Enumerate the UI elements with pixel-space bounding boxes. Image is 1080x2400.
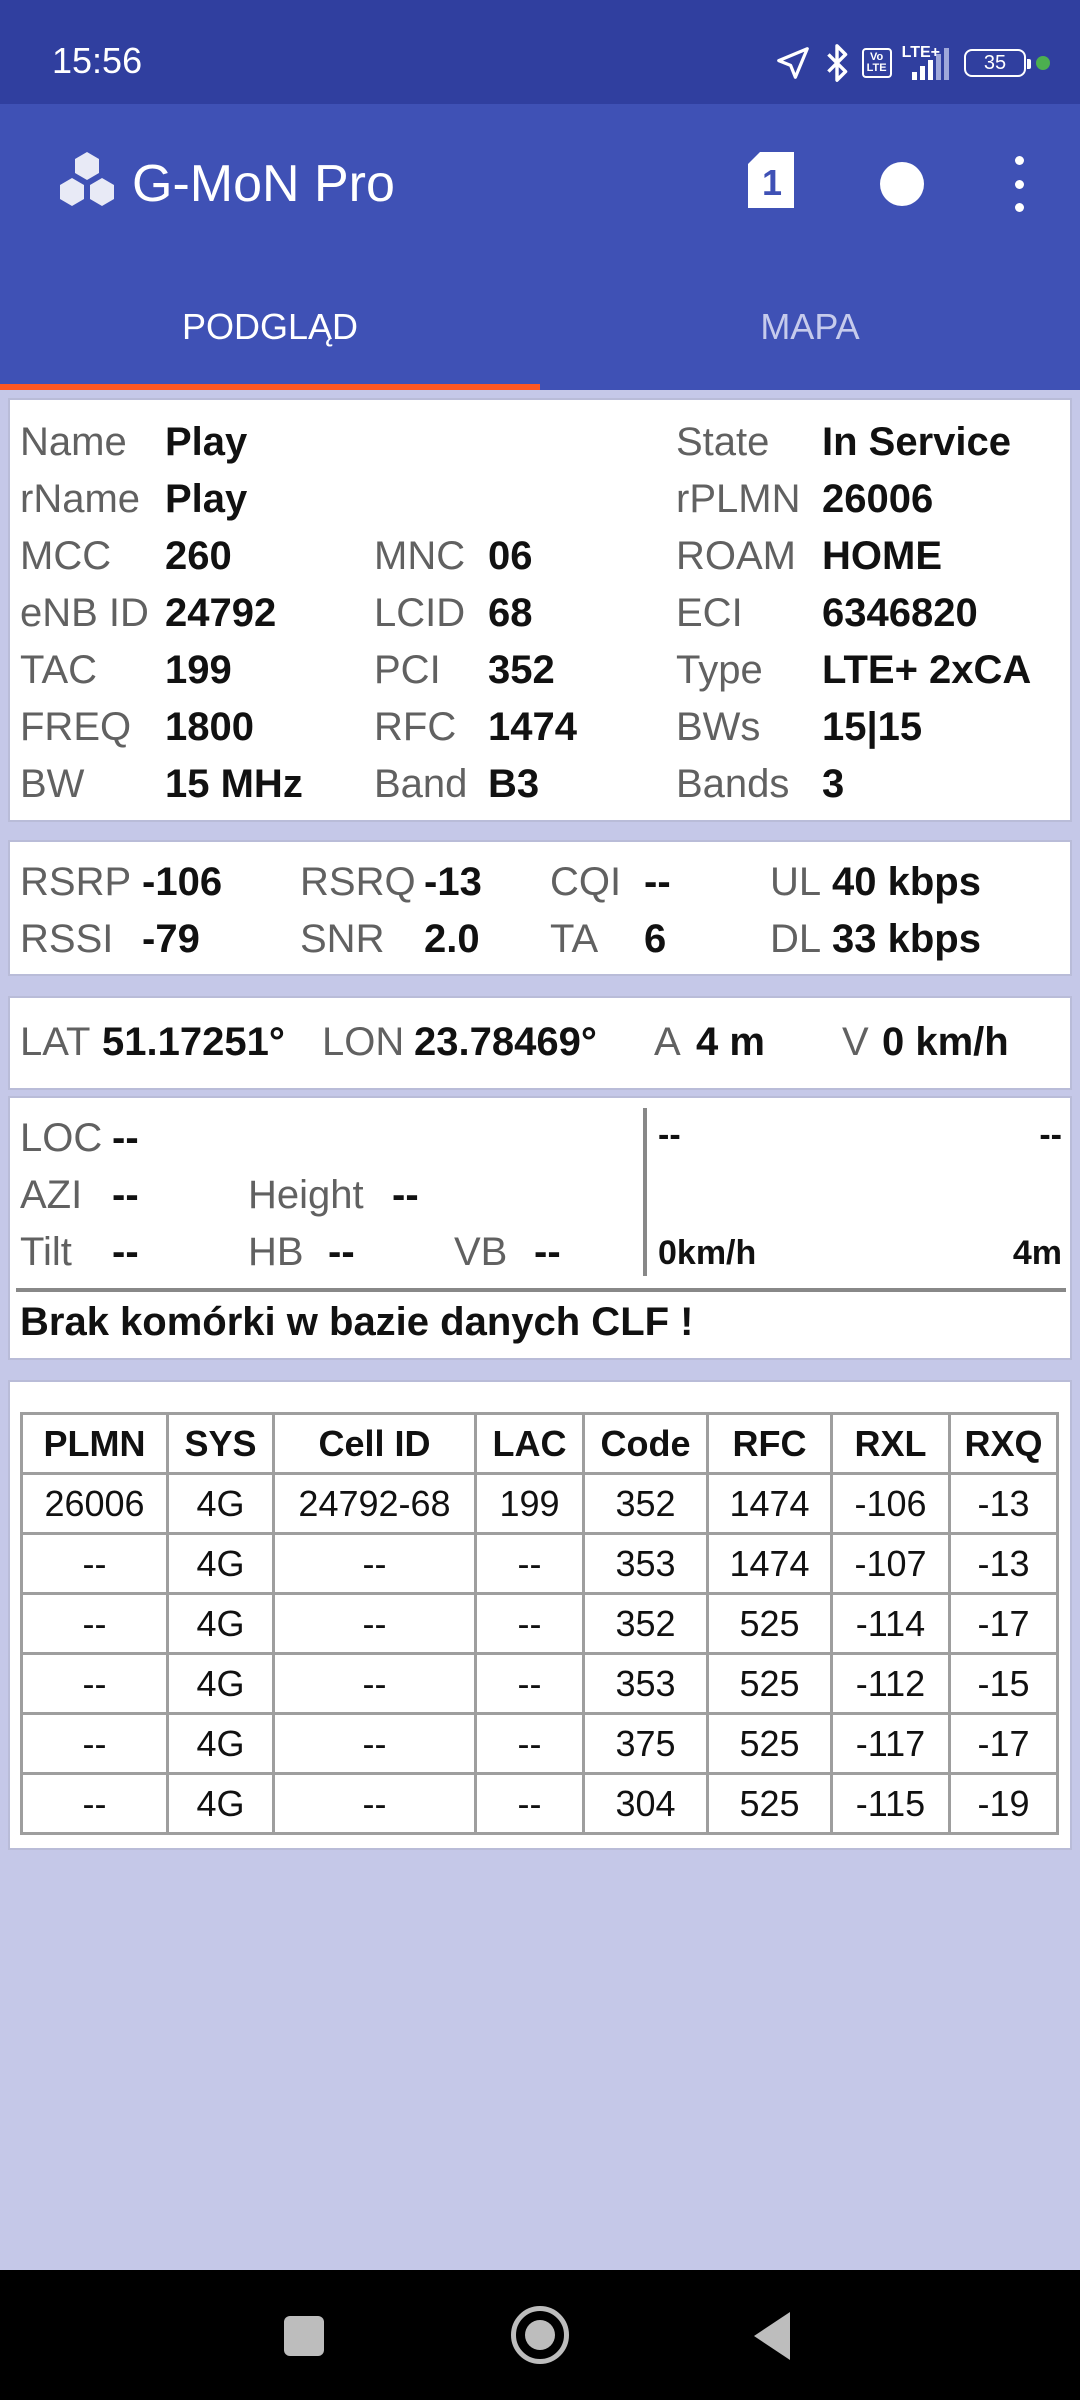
table-cell: 353: [584, 1534, 708, 1594]
mcc-value: 260: [165, 534, 232, 578]
table-cell: 375: [584, 1714, 708, 1774]
table-cell: -114: [832, 1594, 950, 1654]
section-rule: [16, 1288, 1066, 1292]
bands-label: Bands: [676, 762, 790, 806]
table-row: [22, 1594, 1058, 1654]
azi-label: AZI: [20, 1173, 83, 1217]
table-cell: 4G: [168, 1594, 274, 1654]
table-cell: 525: [708, 1774, 832, 1834]
name-value: Play: [165, 420, 248, 464]
eci-value: 6346820: [822, 591, 978, 635]
roam-label: ROAM: [676, 534, 796, 578]
table-header-row: [22, 1414, 1058, 1474]
table-cell: --: [22, 1654, 168, 1714]
header-rfc: RFC: [708, 1414, 832, 1474]
table-cell: --: [274, 1654, 476, 1714]
table-cell: -13: [950, 1534, 1058, 1594]
header-rxl: RXL: [832, 1414, 950, 1474]
network-type: LTE+: [901, 44, 940, 61]
header-code: Code: [584, 1414, 708, 1474]
location-arrow-icon: [774, 44, 812, 82]
cqi-value: --: [644, 860, 671, 904]
rfc-label: RFC: [374, 705, 457, 749]
bw-label: BW: [20, 762, 85, 806]
neighbor-cells-table: [20, 1412, 1059, 1835]
accuracy-label: A: [654, 1020, 681, 1064]
current-speed: 0km/h: [658, 1234, 757, 1272]
bws-label: BWs: [676, 705, 761, 749]
bw-value: 15 MHz: [165, 762, 303, 806]
header-rxq: RXQ: [950, 1414, 1058, 1474]
clf-warning-message: Brak komórki w bazie danych CLF !: [20, 1300, 694, 1344]
height-label: Height: [248, 1173, 364, 1217]
tab-bar: [0, 254, 1080, 390]
tab-label: MAPA: [760, 306, 860, 347]
table-cell: -19: [950, 1774, 1058, 1834]
table-cell: --: [476, 1534, 584, 1594]
table-cell: -112: [832, 1654, 950, 1714]
rfc-value: 1474: [488, 705, 577, 749]
table-cell: --: [22, 1774, 168, 1834]
table-cell: --: [476, 1714, 584, 1774]
roam-value: HOME: [822, 534, 942, 578]
rsrp-label: RSRP: [20, 860, 132, 904]
loc-label: LOC: [20, 1116, 103, 1160]
dl-label: DL: [770, 917, 822, 961]
band-value: B3: [488, 762, 540, 806]
table-cell: 4G: [168, 1714, 274, 1774]
header-cell-id: Cell ID: [274, 1414, 476, 1474]
location-card: [8, 1096, 1072, 1360]
table-cell: --: [22, 1714, 168, 1774]
state-label: State: [676, 420, 770, 464]
section-divider: [643, 1108, 647, 1276]
table-cell: -17: [950, 1714, 1058, 1774]
mnc-value: 06: [488, 534, 533, 578]
table-cell: -13: [950, 1474, 1058, 1534]
table-cell: --: [274, 1594, 476, 1654]
status-bar: [0, 0, 1080, 104]
app-logo-icon: [52, 148, 122, 218]
table-cell: --: [274, 1534, 476, 1594]
rsrp-value: -106: [142, 860, 223, 904]
bearing-value: --: [658, 1116, 681, 1154]
table-cell: 1474: [708, 1534, 832, 1594]
freq-label: FREQ: [20, 705, 132, 749]
table-cell: -107: [832, 1534, 950, 1594]
volte-icon: Vo LTE: [862, 48, 892, 78]
back-button[interactable]: [754, 2312, 790, 2360]
record-button[interactable]: [880, 162, 924, 206]
sim-card-icon[interactable]: [748, 152, 794, 213]
band-label: Band: [374, 762, 468, 806]
rname-value: Play: [165, 477, 248, 521]
table-cell: 4G: [168, 1654, 274, 1714]
table-cell: 199: [476, 1474, 584, 1534]
table-row: [22, 1654, 1058, 1714]
table-cell: -115: [832, 1774, 950, 1834]
speed-value: 0 km/h: [882, 1020, 1009, 1064]
height-value: --: [392, 1173, 419, 1217]
home-button[interactable]: [511, 2306, 569, 2364]
ta-value: 6: [644, 917, 667, 961]
rsrq-value: -13: [424, 860, 482, 904]
table-cell: -17: [950, 1594, 1058, 1654]
loc-value: --: [112, 1116, 139, 1160]
table-cell: 24792-68: [274, 1474, 476, 1534]
table-cell: 525: [708, 1594, 832, 1654]
tilt-label: Tilt: [20, 1230, 72, 1274]
table-cell: --: [476, 1594, 584, 1654]
rplmn-label: rPLMN: [676, 477, 801, 521]
navigation-bar: [0, 2270, 1080, 2400]
signal-icon: [902, 46, 954, 80]
vb-value: --: [534, 1230, 561, 1274]
table-cell: --: [476, 1654, 584, 1714]
recents-button[interactable]: [284, 2316, 324, 2356]
bluetooth-icon: [822, 43, 852, 83]
table-row: [22, 1714, 1058, 1774]
cqi-label: CQI: [550, 860, 622, 904]
more-menu-icon[interactable]: [1006, 156, 1032, 212]
ul-label: UL: [770, 860, 822, 904]
tac-label: TAC: [20, 648, 98, 692]
lcid-label: LCID: [374, 591, 466, 635]
tab-mapa[interactable]: [540, 254, 1080, 390]
table-cell: 304: [584, 1774, 708, 1834]
neighbor-cells-card: [8, 1380, 1072, 1850]
snr-label: SNR: [300, 917, 385, 961]
sim-number: 1: [761, 162, 783, 203]
bands-value: 3: [822, 762, 845, 806]
eci-label: ECI: [676, 591, 743, 635]
hb-label: HB: [248, 1230, 304, 1274]
ul-value: 40 kbps: [832, 860, 981, 904]
state-value: In Service: [822, 420, 1012, 464]
enb-label: eNB ID: [20, 591, 149, 635]
gps-card: [8, 996, 1072, 1090]
table-row: [22, 1474, 1058, 1534]
tab-label: PODGLĄD: [181, 306, 359, 347]
table-cell: 353: [584, 1654, 708, 1714]
table-cell: -106: [832, 1474, 950, 1534]
app-bar: [0, 104, 1080, 254]
speed-label: V: [842, 1020, 869, 1064]
name-label: Name: [20, 420, 127, 464]
tab-podglad[interactable]: [0, 254, 540, 390]
mcc-label: MCC: [20, 534, 112, 578]
pci-value: 352: [488, 648, 555, 692]
lat-value: 51.17251°: [102, 1020, 285, 1064]
table-cell: 1474: [708, 1474, 832, 1534]
signal-card: [8, 840, 1072, 976]
lon-label: LON: [322, 1020, 405, 1064]
table-cell: 4G: [168, 1534, 274, 1594]
rplmn-value: 26006: [822, 477, 934, 521]
mnc-label: MNC: [374, 534, 466, 578]
rssi-value: -79: [142, 917, 200, 961]
lon-value: 23.78469°: [414, 1020, 597, 1064]
table-cell: 4G: [168, 1774, 274, 1834]
header-sys: SYS: [168, 1414, 274, 1474]
tilt-value: --: [112, 1230, 139, 1274]
azi-value: --: [112, 1173, 139, 1217]
table-cell: 352: [584, 1474, 708, 1534]
table-cell: --: [476, 1774, 584, 1834]
active-tab-indicator: [0, 384, 540, 390]
snr-value: 2.0: [424, 917, 480, 961]
lat-label: LAT: [20, 1020, 91, 1064]
rname-label: rName: [20, 477, 141, 521]
dl-value: 33 kbps: [832, 917, 981, 961]
current-distance: 4m: [1012, 1234, 1062, 1272]
app-title: G-MoN Pro: [132, 155, 395, 213]
table-cell: 26006: [22, 1474, 168, 1534]
accuracy-value: 4 m: [696, 1020, 765, 1064]
rssi-label: RSSI: [20, 917, 114, 961]
cell-distance-value: --: [1039, 1116, 1062, 1154]
bws-value: 15|15: [822, 705, 923, 749]
type-value: LTE+ 2xCA: [822, 648, 1032, 692]
table-cell: 525: [708, 1654, 832, 1714]
table-cell: --: [22, 1534, 168, 1594]
hb-value: --: [328, 1230, 355, 1274]
header-plmn: PLMN: [22, 1414, 168, 1474]
table-cell: 352: [584, 1594, 708, 1654]
rsrq-label: RSRQ: [300, 860, 416, 904]
freq-value: 1800: [165, 705, 254, 749]
pci-label: PCI: [374, 648, 441, 692]
enb-value: 24792: [165, 591, 277, 635]
table-cell: --: [274, 1714, 476, 1774]
cell-info-card: [8, 398, 1072, 822]
table-cell: 4G: [168, 1474, 274, 1534]
table-row: [22, 1534, 1058, 1594]
table-row: [22, 1774, 1058, 1834]
table-cell: 525: [708, 1714, 832, 1774]
type-label: Type: [676, 648, 763, 692]
vb-label: VB: [454, 1230, 508, 1274]
privacy-indicator-icon: [1036, 56, 1050, 70]
lcid-value: 68: [488, 591, 533, 635]
table-cell: -15: [950, 1654, 1058, 1714]
status-time: 15:56: [52, 40, 143, 81]
header-lac: LAC: [476, 1414, 584, 1474]
table-cell: --: [274, 1774, 476, 1834]
table-cell: --: [22, 1594, 168, 1654]
tac-value: 199: [165, 648, 232, 692]
battery-icon: 35: [964, 49, 1026, 77]
ta-label: TA: [550, 917, 599, 961]
table-cell: -117: [832, 1714, 950, 1774]
status-icons: [774, 38, 1050, 88]
